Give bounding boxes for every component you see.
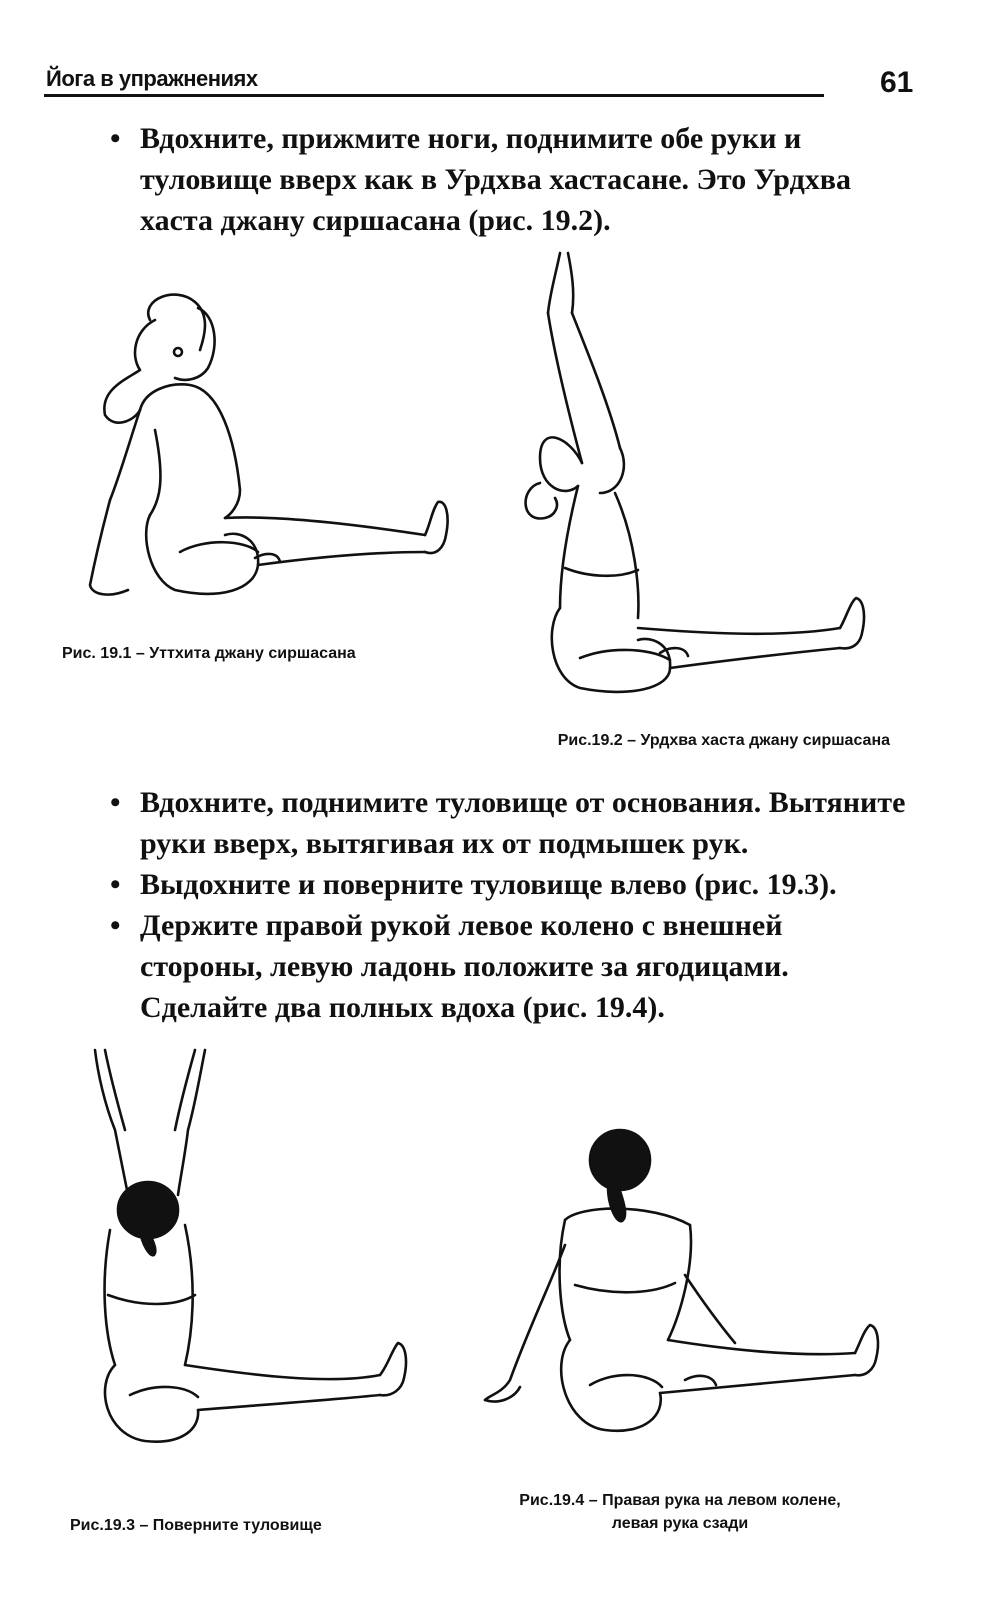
figure-19-3-caption: Рис.19.3 – Поверните туловище	[70, 1517, 322, 1534]
figure-19-2-caption: Рис.19.2 – Урдхва хаста джану сиршасана	[557, 732, 890, 749]
header-divider	[44, 94, 824, 97]
running-header-title: Йога в упражнениях	[46, 66, 258, 91]
instruction-bullet: • Держите правой рукой левое колено с внешней стороны, левую ладонь положите за ягодицами. Сделайте два полных вдоха (рис. 19.4).	[110, 905, 910, 1028]
instruction-list-2	[110, 782, 910, 1028]
figure-19-2-illustration	[520, 248, 880, 698]
instruction-bullet: • Выдохните и поверните туловище влево (рис. 19.3).	[110, 864, 910, 905]
instruction-bullet: • Вдохните, поднимите туловище от основания. Вытяните руки вверх, вытягивая их от подмышек рук.	[110, 782, 910, 864]
figure-19-4-illustration	[480, 1125, 890, 1445]
figure-19-1-illustration	[80, 290, 470, 620]
instruction-list-1	[110, 118, 910, 241]
page-number: 61	[880, 66, 914, 99]
figure-19-4-caption-line1: Рис.19.4 – Правая рука на левом колене,	[519, 1492, 841, 1509]
figure-19-4-caption-line2: левая рука сзади	[611, 1515, 749, 1532]
figure-19-3-illustration	[70, 1045, 420, 1455]
instruction-bullet: • Вдохните, прижмите ноги, поднимите обе руки и туловище вверх как в Урдхва хастасане. Это Урдхва хаста джану сиршасана (рис. 19.2).	[110, 118, 910, 241]
figure-19-1-caption: Рис. 19.1 – Уттхита джану сиршасана	[62, 645, 356, 662]
